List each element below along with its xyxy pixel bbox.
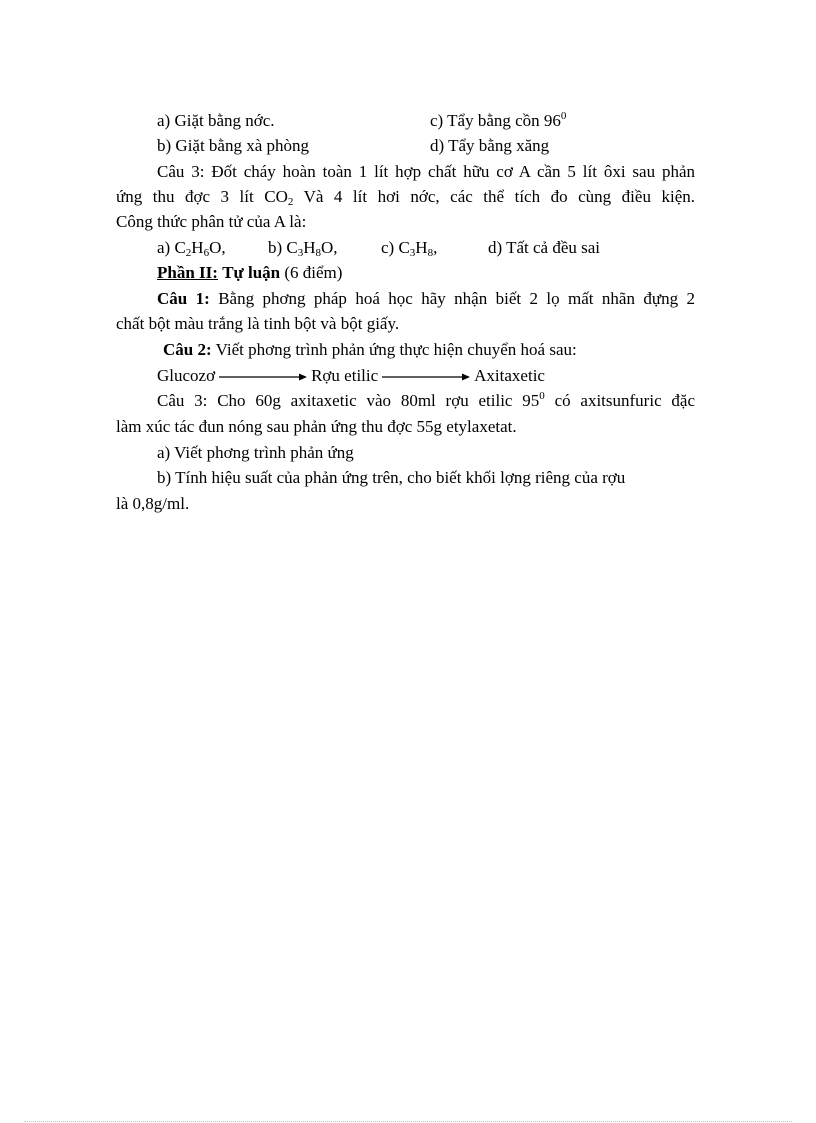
chain-acetic-acid: Axitaxetic (474, 366, 545, 385)
part2-points: (6 điểm) (284, 263, 343, 282)
q3-mc-option-d: d) Tất cả đều sai (488, 238, 601, 257)
arrow-icon (219, 372, 307, 382)
q3-line2: làm xúc tác đun nóng sau phản ứng thu đợc 55g etylaxetat. (116, 417, 517, 436)
part2-title: Phần II: (157, 263, 218, 282)
q2-line: Câu 2: Viết phơng trình phản ứng thực hiện chuyển hoá sau: (163, 340, 577, 359)
q3-mc-option-c: c) $C_3H_8$, (381, 238, 438, 259)
chain-glucose: Glucozơ (157, 366, 216, 385)
page-bottom-divider (24, 1121, 792, 1122)
q3-mc-option-b: b) $C_3H_8O$, (268, 238, 338, 259)
q1-line2: chất bột màu trắng là tinh bột và bột giấy. (116, 314, 400, 333)
q3-part-a: a) Viết phơng trình phản ứng (157, 443, 354, 462)
q3-mc-line1: Câu 3: Đốt cháy hoàn toàn 1 lít hợp chất hữu cơ A cần 5 lít ôxi sau phản (157, 162, 695, 181)
q3-part-b-line1: b) Tính hiệu suất của phản ứng trên, cho biết khối lợng riêng của rợu (157, 468, 626, 487)
part2-subtitle: Tự luận (222, 263, 281, 282)
option-b: b) Giặt bằng xà phòng (157, 136, 310, 155)
q3-mc-option-a: a) $C_2H_6O$, (157, 238, 226, 259)
chain-ethanol: Rợu etilic (311, 366, 379, 385)
option-c: c) Tẩy bằng cồn $96^0$ (430, 110, 567, 130)
q3-mc-line3: Công thức phân tử của A là: (116, 212, 307, 231)
q3-mc-line2: ứng thu đợc 3 lít $CO_2$ Và 4 lít hơi nớc, các thể tích đo cùng điều kiện. (116, 187, 695, 208)
part2-heading (157, 263, 342, 283)
arrow-icon (382, 372, 470, 382)
q3-line1: Câu 3: Cho 60g axitaxetic vào 80ml rợu etilic $95^0$ có axitsunfuric đặc (157, 390, 695, 410)
q3-part-b-line2: là 0,8g/ml. (116, 494, 190, 513)
option-d: d) Tẩy bằng xăng (430, 136, 550, 155)
option-a: a) Giặt bằng nớc. (157, 111, 275, 130)
q1-line1: Câu 1: Bằng phơng pháp hoá học hãy nhận biết 2 lọ mất nhãn đựng 2 (157, 289, 695, 308)
reaction-chain (157, 366, 545, 386)
